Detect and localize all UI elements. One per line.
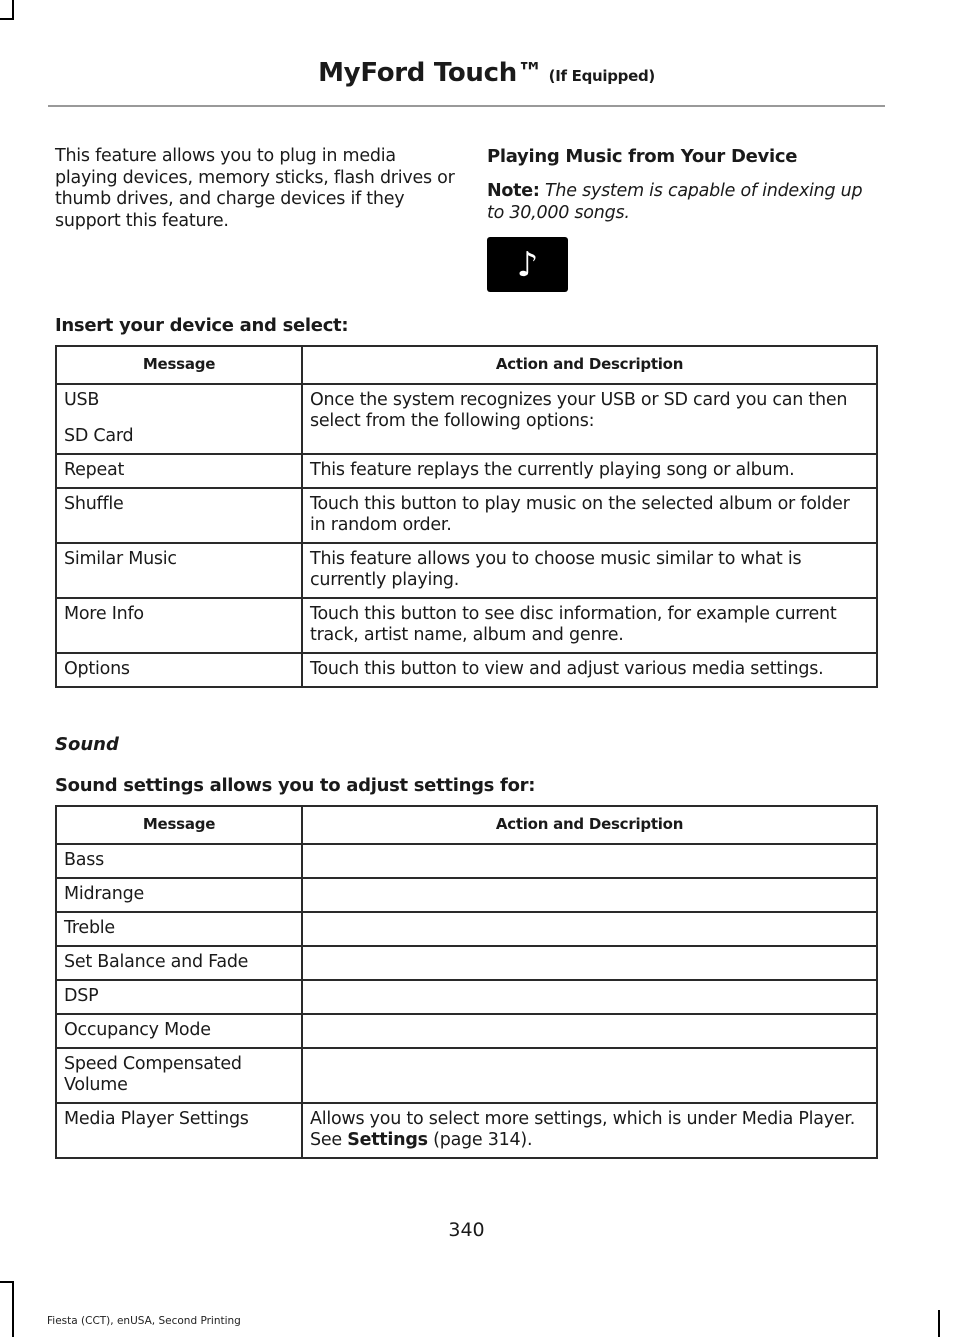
message-cell: Options [56,653,302,687]
insert-device-label: Insert your device and select: [55,315,349,336]
column-header-message: Message [56,806,302,844]
action-text: Allows you to select more settings, which is under Media Player. See [310,1109,856,1150]
action-cell [302,844,877,878]
insert-options-table [55,345,878,688]
sound-settings-table [55,805,878,1159]
header-divider [48,105,885,107]
table-row [56,1048,877,1103]
table-header-row [56,346,877,384]
crop-mark [0,18,14,20]
footer-text: Fiesta (CCT), enUSA, Second Printing [47,1315,241,1327]
action-cell: Once the system recognizes your USB or SD card you can then select from the following options: [302,384,877,454]
message-cell: Media Player Settings [56,1103,302,1158]
message-cell: Repeat [56,454,302,488]
table-row [56,844,877,878]
sound-heading: Sound [55,734,119,755]
table-row [56,384,877,454]
table-row [56,454,877,488]
message-cell: Set Balance and Fade [56,946,302,980]
action-cell [302,1103,877,1158]
action-cell: Touch this button to see disc information, for example current track, artist name, album and genre. [302,598,877,653]
page-header-title [318,58,655,88]
message-cell: Speed Compensated Volume [56,1048,302,1103]
music-note-icon [487,237,568,292]
action-cell [302,912,877,946]
column-header-message: Message [56,346,302,384]
action-cell: This feature allows you to choose music similar to what is currently playing. [302,543,877,598]
table-row [56,912,877,946]
table-row [56,598,877,653]
message-cell: Treble [56,912,302,946]
message-cell: Midrange [56,878,302,912]
table-row [56,1103,877,1158]
note-text: The system is capable of indexing up to 30,000 songs. [487,181,863,223]
playing-music-heading: Playing Music from Your Device [487,146,798,167]
message-cell [56,384,302,454]
message-cell: Similar Music [56,543,302,598]
action-cell [302,878,877,912]
table-row [56,946,877,980]
intro-paragraph: This feature allows you to plug in media playing devices, memory sticks, flash drives or thumb drives, and charge devices if they support this feature. [55,146,455,231]
action-cell [302,1048,877,1103]
message-text: USB [64,390,100,410]
crop-mark [12,0,14,20]
action-cell [302,1014,877,1048]
message-cell: More Info [56,598,302,653]
message-cell: Shuffle [56,488,302,543]
settings-reference: Settings [347,1130,428,1150]
message-text: SD Card [64,426,134,446]
music-note-glyph: ♪ [516,244,539,285]
column-header-action: Action and Description [302,346,877,384]
action-cell: Touch this button to view and adjust various media settings. [302,653,877,687]
table-row [56,488,877,543]
column-header-action: Action and Description [302,806,877,844]
action-cell: Touch this button to play music on the selected album or folder in random order. [302,488,877,543]
table-row [56,1014,877,1048]
sound-settings-label: Sound settings allows you to adjust settings for: [55,775,536,796]
action-cell [302,980,877,1014]
table-row [56,543,877,598]
table-row [56,653,877,687]
header-title-text: MyFord Touch™ [318,58,543,88]
message-cell: Occupancy Mode [56,1014,302,1048]
message-cell: Bass [56,844,302,878]
table-header-row [56,806,877,844]
note-label: Note: [487,181,540,201]
crop-mark [12,1281,14,1337]
action-cell: This feature replays the currently playing song or album. [302,454,877,488]
table-row [56,878,877,912]
table-row [56,980,877,1014]
page-number: 340 [448,1219,485,1241]
action-text: (page 314). [427,1130,533,1150]
note-paragraph [487,181,882,224]
crop-mark [0,1281,14,1283]
message-cell: DSP [56,980,302,1014]
header-title-suffix: (If Equipped) [548,67,655,85]
action-cell [302,946,877,980]
crop-mark [938,1310,940,1337]
